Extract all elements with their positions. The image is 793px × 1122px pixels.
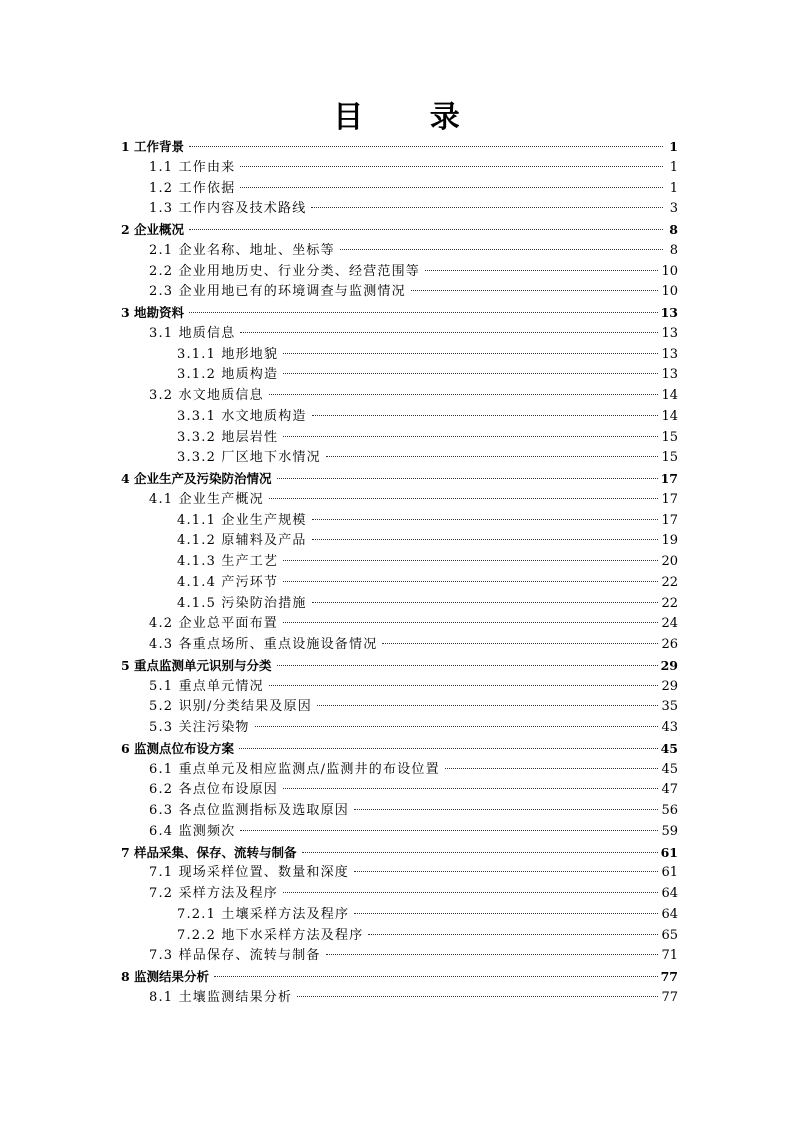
toc-entry[interactable] [121,365,678,386]
toc-entry[interactable] [121,262,678,283]
toc-page-number: 19 [661,533,678,549]
toc-page-number: 22 [661,574,678,590]
toc-entry[interactable] [121,241,678,262]
toc-dot-leader [239,748,658,749]
toc-entry[interactable] [121,739,678,760]
toc-page-number: 35 [661,699,678,715]
toc-entry-label: 4.1.4 产污环节 [177,574,279,590]
toc-entry[interactable] [121,531,678,552]
toc-dot-leader [214,976,658,977]
toc-dot-leader [312,415,659,416]
toc-page-number: 1 [669,180,678,196]
toc-page-number: 1 [669,159,678,175]
toc-dot-leader [382,643,658,644]
toc-dot-leader [283,560,658,561]
toc-page-number: 64 [661,906,678,922]
toc-dot-leader [317,705,658,706]
toc-page-number: 77 [660,969,678,984]
toc-dot-leader [240,332,658,333]
toc-page-number: 17 [661,512,678,528]
toc-entry[interactable] [121,697,678,718]
toc-entry[interactable] [121,469,678,490]
toc-page-number: 20 [661,554,678,569]
toc-page-number: 8 [669,242,678,258]
toc-entry-label: 3.1.2 地质构造 [177,367,279,383]
toc-entry-label: 1.2 工作依据 [149,180,236,196]
table-of-contents [121,137,678,1009]
toc-entry[interactable] [121,303,678,324]
toc-dot-leader [269,394,659,395]
toc-entry-label: 4.1.2 原辅料及产品 [177,533,307,549]
toc-dot-leader [312,519,659,520]
toc-page-number: 14 [661,408,678,424]
toc-page-number: 13 [661,367,678,383]
toc-page-number: 3 [669,201,678,217]
toc-dot-leader [283,892,658,893]
toc-entry[interactable] [121,760,678,781]
toc-entry-label: 3.1.1 地形地貌 [177,346,279,362]
toc-entry[interactable] [121,863,678,884]
toc-entry-label: 3 地勘资料 [121,305,185,320]
toc-dot-leader [326,456,659,457]
toc-dot-leader [326,954,659,955]
toc-dot-leader [425,270,658,271]
toc-entry-label: 2 企业概况 [121,222,185,237]
toc-dot-leader [354,871,658,872]
toc-entry[interactable] [121,718,678,739]
toc-page-number: 13 [661,325,678,341]
toc-page-number: 64 [661,886,678,901]
toc-entry-label: 1 工作背景 [121,139,185,154]
toc-entry-label: 2.3 企业用地已有的环境调查与监测情况 [149,284,406,300]
toc-entry[interactable] [121,179,678,200]
toc-entry-label: 3.1 地质信息 [149,325,236,341]
toc-entry-label: 3.3.2 地层岩性 [177,429,279,445]
toc-page-number: 22 [661,595,678,611]
toc-page-number: 15 [661,429,678,445]
toc-dot-leader [283,373,658,374]
toc-page-number: 59 [661,823,678,839]
toc-dot-leader [283,622,658,623]
toc-dot-leader [277,478,658,479]
toc-entry[interactable] [121,594,678,615]
toc-entry-label: 4.1.5 污染防治措施 [177,595,307,611]
toc-entry[interactable] [121,946,678,967]
toc-dot-leader [411,290,659,291]
toc-dot-leader [368,934,658,935]
toc-entry[interactable] [121,324,678,345]
toc-entry-label: 6.3 各点位监测指标及选取原因 [149,803,350,818]
toc-entry[interactable] [121,220,678,241]
toc-page-number: 10 [661,263,678,279]
toc-entry-label: 7.2 采样方法及程序 [149,886,279,901]
toc-dot-leader [240,830,658,831]
toc-page-number: 1 [669,139,678,154]
toc-dot-leader [240,187,663,188]
toc-entry-label: 5.2 识别/分类结果及原因 [149,699,312,715]
toc-dot-leader [283,436,658,437]
toc-page-number: 43 [661,720,678,735]
toc-entry-label: 4.3 各重点场所、重点设施设备情况 [149,637,378,652]
toc-entry-label: 7 样品采集、保存、流转与制备 [121,844,297,860]
toc-entry[interactable] [121,905,678,926]
toc-entry-label: 2.2 企业用地历史、行业分类、经营范围等 [149,263,421,279]
toc-entry-label: 4 企业生产及污染防治情况 [121,471,272,486]
toc-entry[interactable] [121,511,678,532]
toc-entry[interactable] [121,552,678,573]
toc-entry[interactable] [121,926,678,947]
toc-page-number: 45 [661,761,678,777]
toc-page-number: 24 [661,616,678,632]
toc-dot-leader [269,498,659,499]
toc-entry-label: 4.1 企业生产概况 [149,491,264,507]
toc-page-number: 29 [660,657,678,673]
toc-entry-label: 1.1 工作由来 [149,159,236,175]
toc-entry-label: 1.3 工作内容及技术路线 [149,201,307,217]
toc-entry[interactable] [121,282,678,303]
toc-dot-leader [283,353,658,354]
toc-entry-label: 5.3 关注污染物 [149,720,250,735]
toc-page-number: 65 [661,927,678,943]
toc-entry-label: 6 监测点位布设方案 [121,740,235,756]
toc-entry[interactable] [121,988,678,1009]
toc-page-number: 47 [661,782,678,798]
toc-entry-label: 6.4 监测频次 [149,823,236,839]
toc-page-number: 8 [669,222,678,237]
toc-entry[interactable] [121,386,678,407]
toc-dot-leader [354,809,658,810]
toc-page-number: 13 [661,346,678,362]
toc-entry-label: 4.1.1 企业生产规模 [177,512,307,528]
toc-page-number: 45 [660,740,678,756]
toc-dot-leader [269,685,659,686]
toc-entry-label: 2.1 企业名称、地址、坐标等 [149,242,335,258]
toc-entry[interactable] [121,407,678,428]
toc-entry-label: 7.2.2 地下水采样方法及程序 [177,927,364,943]
toc-entry[interactable] [121,199,678,220]
toc-page-number: 61 [660,844,678,860]
toc-dot-leader [277,665,658,666]
toc-dot-leader [311,207,663,208]
toc-entry-label: 8.1 土壤监测结果分析 [149,989,293,1005]
toc-page-number: 14 [661,388,678,403]
toc-entry-label: 6.1 重点单元及相应监测点/监测井的布设位置 [149,761,440,777]
toc-entry[interactable] [121,573,678,594]
toc-page-number: 29 [661,678,678,694]
toc-entry[interactable] [121,158,678,179]
page-title: 目 录 [333,100,488,135]
toc-entry[interactable] [121,656,678,677]
toc-dot-leader [297,996,658,997]
toc-entry[interactable] [121,843,678,864]
toc-page-number: 17 [660,471,678,486]
toc-dot-leader [312,539,659,540]
toc-page-number: 10 [661,284,678,300]
toc-entry[interactable] [121,967,678,988]
toc-entry[interactable] [121,822,678,843]
toc-dot-leader [255,726,659,727]
toc-page-number: 56 [661,803,678,818]
toc-entry-label: 4.2 企业总平面布置 [149,616,279,632]
toc-dot-leader [302,852,658,853]
toc-dot-leader [189,312,658,313]
toc-entry-label: 7.2.1 土壤采样方法及程序 [177,906,350,922]
toc-entry-label: 5.1 重点单元情况 [149,678,264,694]
toc-dot-leader [340,249,663,250]
toc-entry[interactable] [121,428,678,449]
toc-entry[interactable] [121,884,678,905]
toc-page-number: 61 [661,865,678,881]
toc-entry-label: 8 监测结果分析 [121,969,210,984]
toc-entry-label: 6.2 各点位布设原因 [149,782,279,798]
toc-page-number: 17 [661,491,678,507]
toc-dot-leader [240,166,663,167]
toc-entry-label: 3.3.1 水文地质构造 [177,408,307,424]
toc-entry-label: 5 重点监测单元识别与分类 [121,657,272,673]
toc-entry-label: 3.2 水文地质信息 [149,388,264,403]
toc-entry[interactable] [121,677,678,698]
toc-entry-label: 7.1 现场采样位置、数量和深度 [149,865,350,881]
toc-dot-leader [283,581,658,582]
toc-page-number: 71 [661,948,678,964]
toc-page-number: 77 [661,989,678,1005]
toc-page-number: 26 [661,637,678,652]
toc-page-number: 15 [661,450,678,466]
toc-dot-leader [445,768,659,769]
toc-entry[interactable] [121,614,678,635]
toc-entry-label: 4.1.3 生产工艺 [177,554,279,569]
toc-dot-leader [189,146,663,147]
toc-entry[interactable] [121,490,678,511]
toc-dot-leader [312,602,659,603]
toc-entry-label: 3.3.2 厂区地下水情况 [177,450,321,466]
toc-dot-leader [283,788,658,789]
toc-entry[interactable] [121,345,678,366]
toc-dot-leader [354,913,658,914]
toc-entry-label: 7.3 样品保存、流转与制备 [149,948,321,964]
toc-entry[interactable] [121,801,678,822]
toc-dot-leader [189,229,663,230]
toc-entry[interactable] [121,780,678,801]
toc-entry[interactable] [121,635,678,656]
toc-entry[interactable] [121,448,678,469]
toc-page-number: 13 [660,305,678,320]
toc-entry[interactable] [121,137,678,158]
